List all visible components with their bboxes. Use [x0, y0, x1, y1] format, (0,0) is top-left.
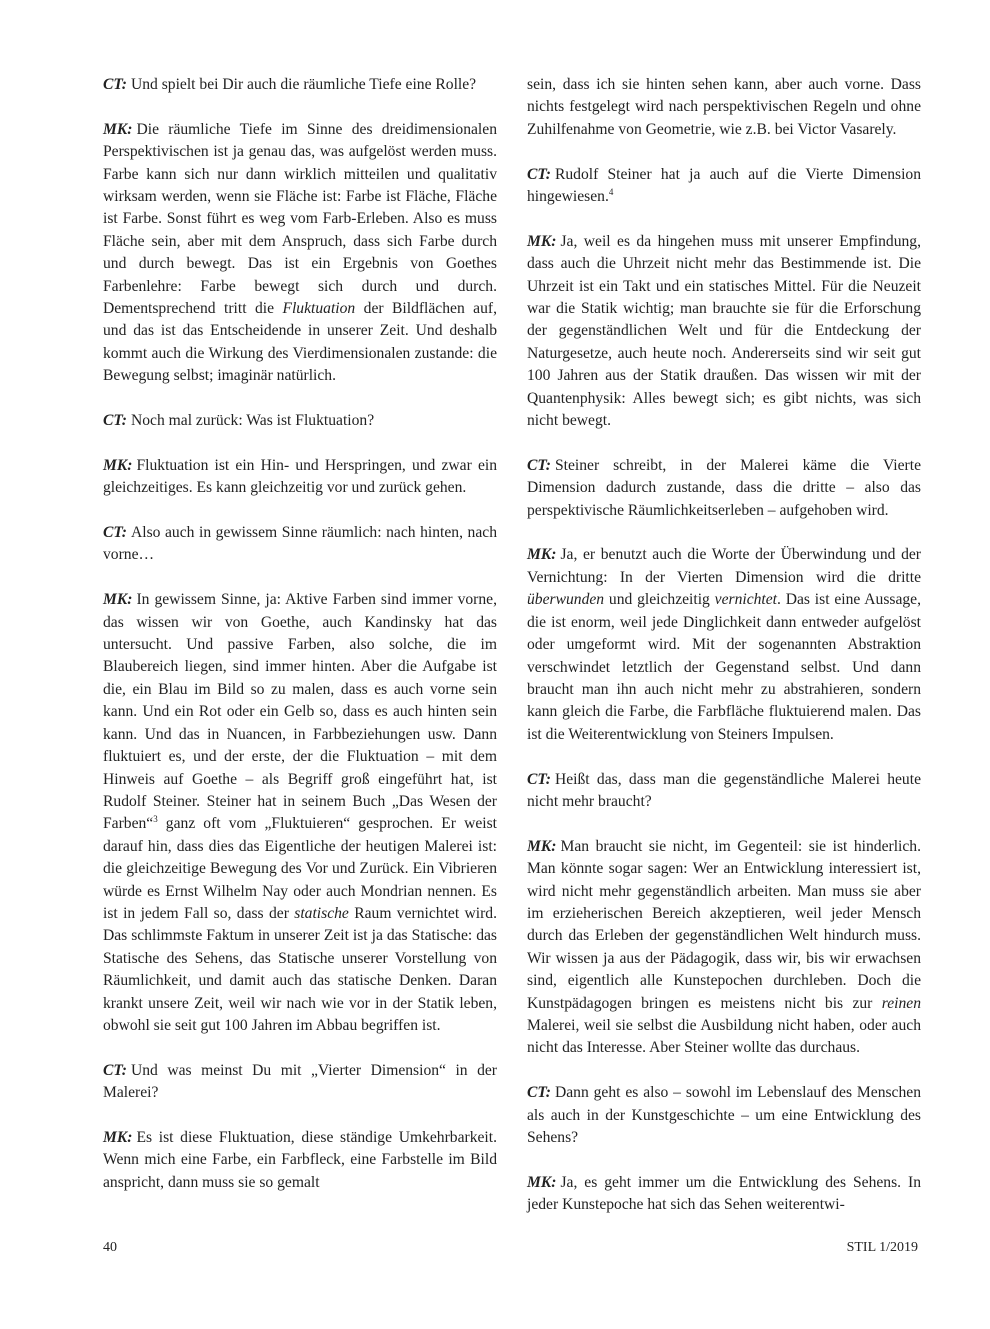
interview-paragraph: [527, 769, 921, 814]
interview-paragraph: [527, 544, 921, 746]
interview-paragraph: [103, 455, 497, 500]
paragraph-text: sein, dass ich sie hinten sehen kann, aber auch vorne. Dass nichts festgelegt wird nach perspektivischen Regeln und ohne Zuhilfenahme von Geometrie, wie z.B. bei Victor Vasarely.: [527, 76, 921, 138]
speaker-label: CT:: [527, 1084, 551, 1102]
speaker-label: MK:: [527, 837, 557, 855]
interview-paragraph: [527, 836, 921, 1060]
emphasis-text: Fluktuation: [282, 300, 356, 318]
interview-paragraph: [527, 1172, 921, 1217]
paragraph-text: Ja, er benutzt auch die Worte der Überwindung und der Vernichtung: In der Vierten Dimension wird die dritte: [527, 546, 921, 586]
paragraph-text: Es ist diese Fluktuation, diese ständige Umkehrbarkeit. Wenn mich eine Farbe, ein Farbfleck, eine Farbstelle im Bild anspricht, dann muss sie so gemalt: [103, 1128, 497, 1191]
paragraph-text: Dann geht es also – sowohl im Lebenslauf des Menschen als auch in der Kunstgeschichte – um eine Entwicklung des Sehens?: [527, 1084, 921, 1146]
paragraph-text: Rudolf Steiner hat ja auch auf die Vierte Dimension hingewiesen.: [527, 165, 921, 206]
interview-paragraph: [527, 231, 921, 433]
interview-paragraph: [527, 164, 921, 209]
left-column: [103, 74, 497, 1194]
paragraph-text: ganz oft vom „Fluktuieren“ gesprochen. Er weist darauf hin, dass dies das Eigentliche der heutigen Malerei ist: die gleichzeitige Bewegung des Vor und Zurück. Ein Vibrieren würde es Ernst Wilhelm Nay oder auch Mondrian nennen. Es ist in jedem Fall so, dass der: [103, 815, 497, 922]
paragraph-text: Die räumliche Tiefe im Sinne des dreidimensionalen Perspektivischen ist ja genau das, was aufgelöst werden muss. Farbe kann sich nur dann wirklich mitteilen und qualitativ wirksam werden, wenn sie Fläche ist: Farbe ist Fläche, Fläche ist Farbe. Sonst führt es weg vom Farb-Erleben. Also es muss Fläche sein, aber mit dem Anspruch, dass sich Farbe durch und durch bewegt. Das ist ein Ergebnis von Goethes Farbenlehre: Farbe bewegt sich durch und durch. Dementsprechend tritt die: [103, 120, 497, 318]
speaker-label: CT:: [103, 76, 127, 93]
paragraph-text: Also auch in gewissem Sinne räumlich: nach hinten, nach vorne…: [103, 524, 497, 564]
paragraph-text: Raum vernichtet wird. Das schlimmste Faktum in unserer Zeit ist ja das Statische: das Statische des Sehens, das Statische unserer Vorstellung von Räumlichkeit, und damit auch das statische Denken. Daran krankt unsere Zeit, weil wir nach wie vor in der Statik leben, obwohl sie seit gut 100 Jahren im Abbau begriffen ist.: [103, 904, 497, 1034]
interview-paragraph: [103, 119, 497, 388]
speaker-label: MK:: [527, 232, 557, 250]
interview-paragraph: [527, 74, 921, 141]
speaker-label: CT:: [103, 1061, 127, 1079]
issue-label: STIL 1/2019: [846, 1240, 918, 1255]
paragraph-text: Fluktuation ist ein Hin- und Herspringen, und zwar ein gleichzeitiges. Es kann gleichzeitig vor und zurück gehen.: [103, 456, 497, 497]
speaker-label: MK:: [103, 456, 133, 474]
paragraph-text: Noch mal zurück: Was ist Fluktuation?: [130, 412, 375, 430]
interview-paragraph: [103, 589, 497, 1037]
paragraph-text: und gleichzeitig: [604, 591, 715, 609]
interview-paragraph: [103, 1127, 497, 1194]
footnote-marker: 3: [153, 814, 158, 825]
interview-paragraph: [103, 1060, 497, 1105]
paragraph-text: Ja, weil es da hingehen muss mit unserer Empfindung, dass auch die Uhrzeit nicht mehr das Bestimmende ist. Die Uhrzeit ist ein Takt und ein statisches Mittel. Für die Neuzeit war die Statik wichtig; man brauchte sie für die Erforschung der gegenständlichen Welt und für die Entdeckung der Naturgesetze, auch heute noch. Andererseits sind wir seit gut 100 Jahren aus der Statik draußen. Das wissen wir mit der Quantenphysik: Alles bewegt sich; es gibt nichts, was sich nicht bewegt.: [527, 232, 921, 430]
paragraph-text: Man braucht sie nicht, im Gegenteil: sie ist hinderlich. Man könnte sogar sagen: Wer an Entwicklung interessiert ist, wird nicht mehr gegenständlich arbeiten. Man muss sie aber im erzieherischen Bereich akzeptieren, weil jeder Mensch durch das Erleben der gegenständlichen Welt hindurch muss. Wir wissen ja aus der Pädagogik, dass wir, bis wir erwachsen sind, eigentlich alle Kunstepochen durchleben. Doch die Kunstpädagogen bringen es meistens nicht bis zur: [527, 837, 921, 1012]
interview-paragraph: [103, 522, 497, 567]
speaker-label: CT:: [527, 770, 551, 788]
interview-paragraph: [103, 74, 497, 96]
paragraph-text: der Bildflächen auf, und das ist das Entscheidende in unserer Zeit. Und deshalb kommt auch die Wirkung des Vierdimensionalen zustande: die Bewegung selbst; imaginär natürlich.: [103, 300, 497, 385]
interview-paragraph: [527, 1082, 921, 1149]
emphasis-text: reinen: [881, 994, 921, 1012]
emphasis-text: überwunden: [527, 591, 605, 609]
paragraph-text: Und spielt bei Dir auch die räumliche Tiefe eine Rolle?: [130, 76, 477, 93]
right-column: [527, 74, 921, 1217]
speaker-label: MK:: [103, 1128, 133, 1146]
page-number: 40: [103, 1240, 117, 1255]
emphasis-text: statische: [294, 904, 349, 922]
speaker-label: MK:: [103, 591, 133, 609]
paragraph-text: Ja, es geht immer um die Entwicklung des Sehens. In jeder Kunstepoche hat sich das Sehen weiterentwi-: [527, 1173, 921, 1214]
interview-paragraph: [527, 455, 921, 522]
paragraph-text: In gewissem Sinne, ja: Aktive Farben sind immer vorne, das wissen wir von Goethe, auch Kandinsky hat das untersucht. Und passive Farben, also solche, die im Blaubereich liegen, sind immer hinten. Aber die Aufgabe ist die, ein Blau im Bild so zu malen, dass es auch vorne sein kann. Und ein Rot oder ein Gelb so, dass es auch hinten sein kann. Und das in Nuancen, in Farbbeziehungen usw. Dann fluktuiert es, und der erste, der die Fluktuation – mit dem Hinweis auf Goethe – als Begriff groß eingeführt hat, ist Rudolf Steiner. Steiner hat in seinem Buch „Das Wesen der Farben“: [103, 591, 497, 833]
speaker-label: MK:: [527, 546, 557, 564]
paragraph-text: Heißt das, dass man die gegenständliche Malerei heute nicht mehr braucht?: [527, 770, 921, 810]
speaker-label: CT:: [527, 456, 551, 474]
paragraph-text: Steiner schreibt, in der Malerei käme die Vierte Dimension dadurch zustande, dass die dritte – also das perspektivische Räumlichkeitserleben – aufgehoben wird.: [527, 456, 921, 519]
speaker-label: MK:: [527, 1173, 557, 1191]
paragraph-text: . Das ist eine Aussage, die ist enorm, weil jede Dinglichkeit dann entweder aufgelöst oder umgeformt wird. Mit der sogenannten Abstraktion verschwindet letztlich der Gegenstand selbst. Und dann braucht man ihn auch nicht mehr zu abstrahieren, sondern kann gleich die Farbe, die Farbfläche fluktuierend malen. Das ist die Weiterentwicklung von Steiners Impulsen.: [527, 591, 922, 743]
paragraph-text: Und was meinst Du mit „Vierter Dimension“ in der Malerei?: [103, 1061, 497, 1102]
speaker-label: CT:: [103, 412, 127, 430]
speaker-label: CT:: [103, 524, 127, 542]
paragraph-text: Malerei, weil sie selbst die Ausbildung nicht haben, oder auch nicht das Interesse. Aber Steiner wollte das durchaus.: [527, 1016, 921, 1057]
emphasis-text: vernichtet: [714, 591, 778, 609]
speaker-label: MK:: [103, 120, 133, 138]
speaker-label: CT:: [527, 165, 551, 183]
interview-paragraph: [103, 410, 497, 432]
footnote-marker: 4: [608, 186, 614, 197]
